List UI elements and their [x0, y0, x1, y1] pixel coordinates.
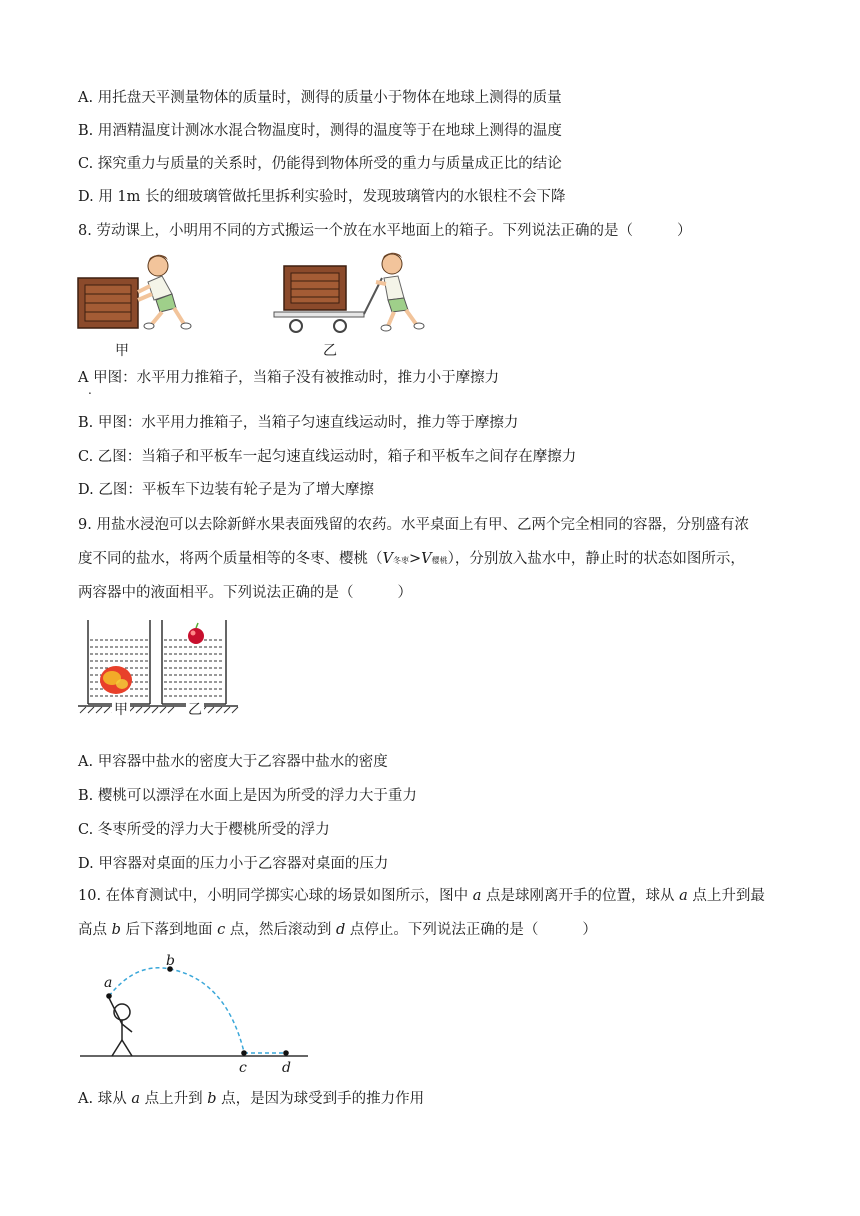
- q10-line1-b: 点是球刚离开手的位置，球从: [486, 888, 675, 904]
- q9-v2: V: [421, 551, 432, 567]
- q9-stem-line3: [78, 583, 412, 603]
- q8-option-d: D. 乙图：平板车下边装有轮子是为了增大摩擦: [78, 482, 374, 498]
- q10-stem-line2: [78, 920, 597, 940]
- q9-v1: V: [382, 551, 393, 567]
- q9-stem-end: ）: [397, 585, 412, 601]
- q9-stem-line1: 9. 用盐水浸泡可以去除新鲜水果表面残留的农药。水平桌面上有甲、乙两个完全相同的容器，分别盛有浓: [78, 517, 749, 533]
- q9-sub2: 樱桃: [431, 556, 448, 565]
- container-yi: [162, 620, 226, 704]
- q9-option-a: A. 甲容器中盐水的密度大于乙容器中盐水的密度: [78, 754, 388, 770]
- q9-gt: >: [408, 551, 422, 567]
- q10-point-a-1: a: [472, 888, 482, 904]
- q10-option-a: [78, 1089, 424, 1109]
- push-box-illustration: [78, 255, 191, 329]
- q8-figure: [76, 248, 436, 360]
- q9-option-c: C. 冬枣所受的浮力大于樱桃所受的浮力: [78, 822, 330, 838]
- q10-fig-label-b: b: [166, 953, 175, 969]
- q10-line2-a: 高点: [78, 922, 107, 938]
- q10-option-a-point-a: a: [131, 1091, 140, 1107]
- q8-option-a: A 甲图：水平用力推箱子，当箱子没有被推动时，推力小于摩擦力: [78, 370, 500, 386]
- q10-option-a-part3: 点，是因为球受到手的推力作用: [221, 1091, 425, 1107]
- q7-option-d: D. 用 1m 长的细玻璃管做托里拆利实验时，发现玻璃管内的水银柱不会下降: [78, 189, 566, 205]
- q8-stem: [78, 221, 691, 241]
- q10-point-d: d: [335, 922, 346, 938]
- q10-fig-label-a: a: [104, 975, 113, 991]
- q9-option-b: B. 樱桃可以漂浮在水面上是因为所受的浮力大于重力: [78, 788, 417, 804]
- q9-sub1: 冬枣: [392, 556, 409, 565]
- cart-illustration: [274, 253, 424, 332]
- q10-point-b: b: [111, 922, 121, 938]
- q10-option-a-part2: 点上升到: [144, 1091, 203, 1107]
- q10-figure: [76, 952, 312, 1072]
- q7-option-c: C. 探究重力与质量的关系时，仍能得到物体所受的重力与质量成正比的结论: [78, 156, 562, 172]
- q9-option-d: D. 甲容器对桌面的压力小于乙容器对桌面的压力: [78, 856, 389, 872]
- q8-stem-text: 8. 劳动课上，小明用不同的方式搬运一个放在水平地面上的箱子。下列说法正确的是（: [78, 223, 633, 239]
- q10-option-a-point-b: b: [207, 1091, 217, 1107]
- q10-option-a-part1: A. 球从: [78, 1091, 127, 1107]
- q8-option-c: C. 乙图：当箱子和平板车一起匀速直线运动时，箱子和平板车之间存在摩擦力: [78, 449, 577, 465]
- q8-option-b: B. 甲图：水平用力推箱子，当箱子匀速直线运动时，推力等于摩擦力: [78, 415, 519, 431]
- q8-fig-label-yi: 乙: [323, 343, 337, 359]
- q9-stem-line2: [78, 549, 745, 571]
- q10-line1-a: 10. 在体育测试中，小明同学掷实心球的场景如图所示，图中: [78, 888, 469, 904]
- q10-point-c: c: [217, 922, 226, 938]
- q10-point-a-2: a: [679, 888, 688, 904]
- q9-figure: [76, 614, 242, 714]
- q9-stem-line3-text: 两容器中的液面相平。下列说法正确的是（: [78, 585, 354, 601]
- container-jia: [88, 620, 150, 704]
- q10-line2-b: 后下落到地面: [125, 922, 213, 938]
- q10-line1-c: 点上升到最: [692, 888, 765, 904]
- q8-option-a-dot: .: [88, 383, 92, 397]
- q10-fig-label-c: c: [239, 1060, 247, 1076]
- q7-option-a: A. 用托盘天平测量物体的质量时，测得的质量小于物体在地球上测得的质量: [78, 90, 562, 106]
- q9-fig-label-yi: 乙: [186, 699, 204, 719]
- q9-fig-label-jia: 甲: [112, 699, 130, 719]
- q9-stem-line2-b: ），分别放入盐水中，静止时的状态如图所示，: [447, 551, 745, 567]
- q8-stem-end: ）: [676, 223, 692, 239]
- q10-stem-end: ）: [582, 922, 597, 938]
- q8-fig-label-jia: 甲: [115, 343, 129, 359]
- q10-stem-line1: [78, 886, 765, 906]
- q10-line2-c: 点，然后滚动到: [229, 922, 332, 938]
- q7-option-b: B. 用酒精温度计测冰水混合物温度时，测得的温度等于在地球上测得的温度: [78, 123, 562, 139]
- q10-fig-label-d: d: [282, 1060, 291, 1076]
- q10-line2-d: 点停止。下列说法正确的是（: [349, 922, 539, 938]
- q9-stem-line2-a: 度不同的盐水，将两个质量相等的冬枣、樱桃（: [78, 551, 383, 567]
